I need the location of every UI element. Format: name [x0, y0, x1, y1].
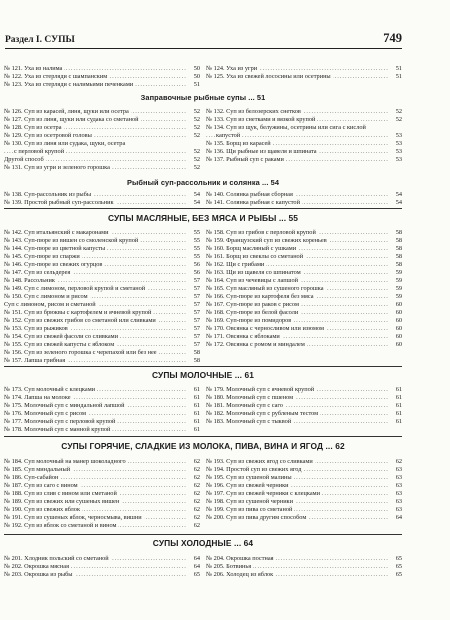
toc-entry-title: № 133. Суп из снетками и вязкой крупой: [206, 116, 316, 123]
toc-entry: [4, 514, 200, 522]
toc-entry: [4, 261, 200, 269]
toc-entry-title: Другой способ: [4, 156, 44, 163]
toc-entry-title: № 183. Молочный суп с тыквой: [206, 418, 292, 425]
toc-entry-title: № 137. Рыбный суп с раками: [206, 156, 284, 163]
toc-entry-title: № 201. Хлодник польский со сметаной: [4, 555, 109, 562]
section-divider: [4, 534, 402, 535]
toc-entry: [4, 65, 200, 73]
toc-entry-page: 64: [193, 555, 200, 562]
toc-entry-page: 55: [193, 237, 200, 244]
toc-entry-page: 63: [395, 466, 402, 473]
toc-entry-title: № 204. Окрошка постная: [206, 555, 274, 562]
toc-entry: [206, 148, 402, 156]
toc-entry: [4, 253, 200, 261]
toc-entry-title: № 124. Уха из угри: [206, 65, 258, 72]
toc-entry-title: № 166. Суп-пюре из картофеля без мяса: [206, 293, 314, 300]
toc-entry: [206, 458, 402, 466]
toc-entry: [206, 116, 402, 124]
toc-entry-page: 51: [395, 65, 402, 72]
toc-entry: [4, 426, 200, 434]
toc-entry-title: № 188. Суп из слив с вином или сметаной: [4, 490, 117, 497]
toc-entry: [206, 301, 402, 309]
section-heading: СУПЫ МАСЛЯНЫЕ, БЕЗ МЯСА И РЫБЫ ... 55: [107, 213, 299, 223]
toc-entry-title: № 167. Суп-пюре из раков с рисом: [206, 301, 299, 308]
toc-entry-page: 51: [193, 81, 200, 88]
toc-column-right: [206, 65, 402, 81]
toc-entry-page: 60: [395, 325, 402, 332]
toc-entry-title: № 197. Суп из свежей черники с клецками: [206, 490, 320, 497]
toc-entry-page: 61: [395, 394, 402, 401]
toc-entry-page: 61: [193, 410, 200, 417]
toc-entry-title: № 132. Суп из белозерских снетков: [206, 108, 301, 115]
toc-entry-title: № 126. Суп из карасей, линя, щуки или осетра: [4, 108, 129, 115]
toc-entry-title: № 152. Суп из свежих грибов со сметаной или сливками: [4, 317, 156, 324]
toc-entry-title: № 159. Французский суп из свежих кореньев: [206, 237, 327, 244]
toc-entry-title: № 144. Суп-пюре из цветной капусты: [4, 245, 106, 252]
toc-entry-page: 61: [193, 426, 200, 433]
toc-entry: [4, 571, 200, 579]
toc-entry-title: № 173. Суп молочный с клецками: [4, 386, 96, 393]
section-divider: [4, 436, 402, 437]
toc-entry: [206, 253, 402, 261]
toc-entry: [206, 555, 402, 563]
toc-entry: [206, 293, 402, 301]
toc-column-right: [206, 229, 402, 349]
toc-entry-title: № 178. Молочный суп с манной крупой: [4, 426, 111, 433]
toc-entry-page: 60: [395, 309, 402, 316]
toc-entry-page: 58: [395, 261, 402, 268]
subsection-title: Рыбный суп-рассольник и солянка ... 54: [126, 178, 280, 187]
toc-entry-title: № 205. Ботвинья: [206, 563, 252, 570]
toc-entry-title: № 143. Суп-пюре из вишен со смоленской крупой: [4, 237, 139, 244]
toc-entry-page: 62: [395, 458, 402, 465]
toc-column-left: [4, 386, 200, 434]
toc-column-left: [4, 458, 200, 530]
toc-entry: [4, 124, 200, 132]
toc-entry-title: № 203. Окрошка из рыбы: [4, 571, 73, 578]
toc-entry-page: 62: [193, 466, 200, 473]
toc-entry: [4, 333, 200, 341]
toc-entry-title: № 121. Уха из налима: [4, 65, 63, 72]
toc-entry-title: № 122. Уха из стерляди с шампанским: [4, 73, 108, 80]
toc-entry: [4, 325, 200, 333]
toc-entry-title: № 148. Рассольник: [4, 277, 55, 284]
toc-entry-page: 57: [193, 293, 200, 300]
toc-entry: [206, 124, 402, 132]
section-heading: СУПЫ ХОЛОДНЫЕ ... 64: [152, 538, 254, 548]
toc-entry-page: 61: [395, 402, 402, 409]
toc-entry-title: № 156. Суп из зеленого горошка с черепахой или без нее: [4, 349, 157, 356]
toc-entry: [4, 555, 200, 563]
toc-entry: [206, 73, 402, 81]
toc-entry: [4, 349, 200, 357]
toc-entry: [206, 402, 402, 410]
toc-entry: [4, 394, 200, 402]
toc-entry-page: 53: [395, 140, 402, 147]
toc-column-left: [4, 229, 200, 365]
toc-entry-title: № 196. Суп из свежей черники: [206, 482, 289, 489]
toc-entry-title: № 135. Борщ из карасей: [206, 140, 271, 147]
toc-entry: [206, 498, 402, 506]
toc-entry-title: Суп с лимоном, рисом и сметаной: [4, 301, 96, 308]
toc-entry-title: № 172. Овсянка с ромом и миндалем: [206, 341, 305, 348]
toc-entry-title: № 187. Суп из саго с вином: [4, 482, 78, 489]
toc-entry-page: 61: [193, 402, 200, 409]
toc-entry-title: № 162. Щи с грибами: [206, 261, 265, 268]
toc-entry: [206, 156, 402, 164]
toc-entry-title: № 176. Молочный суп с рисом: [4, 410, 87, 417]
toc-entry-page: 62: [193, 458, 200, 465]
toc-entry-page: 57: [193, 333, 200, 340]
toc-entry-title: № 129. Суп из осетровой головы: [4, 132, 92, 139]
toc-entry-page: 61: [395, 410, 402, 417]
toc-entry-page: 59: [395, 293, 402, 300]
toc-entry: [206, 333, 402, 341]
toc-entry-title: № 127. Суп из линя, щуки или судака со сметаной: [4, 116, 139, 123]
toc-entry-page: 53: [395, 148, 402, 155]
toc-entry-title: № 130. Суп из линя или судака, щуки, осетра: [4, 140, 126, 147]
toc-entry: [206, 563, 402, 571]
toc-entry-page: 52: [395, 108, 402, 115]
toc-entry-title: № 181. Молочный суп с саго: [206, 402, 283, 409]
toc-entry-page: 61: [193, 386, 200, 393]
toc-entry-title: № 185. Суп миндальный: [4, 466, 71, 473]
toc-entry: [4, 410, 200, 418]
toc-entry: [206, 474, 402, 482]
toc-entry-page: 60: [395, 341, 402, 348]
toc-entry-page: 53: [395, 156, 402, 163]
toc-entry: [4, 482, 200, 490]
toc-entry-page: 61: [193, 418, 200, 425]
toc-column-right: [206, 555, 402, 579]
toc-entry-title: № 175. Молочный суп с миндальной лапшой: [4, 402, 125, 409]
toc-entry: [206, 394, 402, 402]
toc-entry-page: 55: [193, 245, 200, 252]
toc-entry: [4, 81, 200, 89]
section-heading: СУПЫ МОЛОЧНЫЕ ... 61: [151, 370, 255, 380]
toc-entry-page: 64: [395, 514, 402, 521]
toc-entry: [206, 490, 402, 498]
toc-entry: [206, 386, 402, 394]
toc-entry-page: 58: [395, 237, 402, 244]
toc-entry-title: № 151. Суп из брюквы с картофелем и ячневой крупой: [4, 309, 152, 316]
toc-entry: [206, 229, 402, 237]
toc-entry-title: № 123. Уха из стерляди с налимьими печенками: [4, 81, 134, 88]
section-divider: [4, 208, 402, 209]
toc-entry: [4, 73, 200, 81]
toc-entry: [4, 229, 200, 237]
toc-entry: [206, 199, 402, 207]
toc-entry-page: 54: [193, 199, 200, 206]
toc-entry: [206, 191, 402, 199]
toc-entry: [4, 498, 200, 506]
toc-entry: [4, 386, 200, 394]
toc-entry: [206, 245, 402, 253]
toc-entry-page: 59: [395, 285, 402, 292]
toc-entry-page: 62: [193, 522, 200, 529]
toc-column-right: [206, 108, 402, 164]
toc-entry: [4, 191, 200, 199]
toc-entry-page: 63: [395, 482, 402, 489]
toc-entry: [4, 199, 200, 207]
toc-entry-title: № 174. Лапша на молоке: [4, 394, 71, 401]
toc-entry: [4, 474, 200, 482]
toc-entry-title: № 177. Молочный суп с перловой крупой: [4, 418, 116, 425]
toc-entry-page: 52: [395, 116, 402, 123]
toc-entry-page: 54: [193, 191, 200, 198]
toc-entry: [4, 357, 200, 365]
toc-entry: [4, 418, 200, 426]
toc-entry-page: 65: [193, 571, 200, 578]
toc-column-left: [4, 191, 200, 207]
toc-entry-title: № 136. Щи рыбные из щавеля и шпината: [206, 148, 317, 155]
toc-entry-page: 60: [395, 333, 402, 340]
toc-entry-page: 52: [193, 116, 200, 123]
toc-entry-page: 55: [193, 253, 200, 260]
toc-entry-title: № 146. Суп-пюре из свежих огурцов: [4, 261, 103, 268]
toc-entry-page: 54: [395, 199, 402, 206]
toc-entry: [206, 466, 402, 474]
toc-entry: [206, 482, 402, 490]
toc-entry-page: 50: [193, 65, 200, 72]
toc-entry: [206, 514, 402, 522]
toc-entry-page: 62: [193, 506, 200, 513]
toc-entry: [4, 132, 200, 140]
toc-entry-page: 61: [395, 386, 402, 393]
toc-entry-title: № 206. Холодец из яблок: [206, 571, 274, 578]
toc-entry-page: 58: [395, 245, 402, 252]
toc-entry-page: 58: [193, 349, 200, 356]
toc-entry-title: № 184. Суп молочный на манер шоколадного: [4, 458, 126, 465]
toc-entry-page: 52: [193, 148, 200, 155]
toc-entry: [4, 402, 200, 410]
toc-entry: [4, 466, 200, 474]
toc-entry-page: 64: [193, 563, 200, 570]
toc-entry-page: 52: [193, 156, 200, 163]
toc-entry: [4, 506, 200, 514]
toc-entry-page: 58: [193, 357, 200, 364]
toc-entry: [206, 108, 402, 116]
toc-entry-title: № 202. Окрошка мясная: [4, 563, 69, 570]
toc-entry: [206, 418, 402, 426]
toc-entry-title: № 153. Суп из рыжиков: [4, 325, 68, 332]
toc-entry-title: № 199. Суп из пива со сметаной: [206, 506, 293, 513]
toc-entry-title: № 168. Суп-пюре из белой фасоли: [206, 309, 299, 316]
toc-column-left: [4, 555, 200, 579]
toc-entry-page: 63: [395, 498, 402, 505]
toc-entry: [206, 132, 402, 140]
toc-entry-title: № 134. Суп из щук, белужины, осетрины или сига с кислой: [206, 124, 366, 131]
toc-entry: [206, 325, 402, 333]
toc-entry-page: 57: [193, 317, 200, 324]
toc-entry-title: № 155. Суп из свежей капусты с яблоком: [4, 341, 115, 348]
toc-column-left: [4, 65, 200, 89]
toc-entry-title: № 182. Молочный суп с рубленым тестом: [206, 410, 319, 417]
toc-entry-page: 54: [395, 191, 402, 198]
toc-entry: [4, 317, 200, 325]
toc-column-left: [4, 108, 200, 172]
toc-entry-page: 57: [193, 325, 200, 332]
toc-entry-title: № 138. Суп-рассольник из рыбы: [4, 191, 92, 198]
toc-entry-page: 60: [395, 301, 402, 308]
toc-entry: [206, 237, 402, 245]
page-number: 749: [383, 31, 402, 45]
toc-entry-title: № 150. Суп с лимоном и рисом: [4, 293, 88, 300]
toc-entry: [4, 140, 200, 148]
toc-entry-title: № 186. Суп-сабайон: [4, 474, 59, 481]
toc-entry-title: № 141. Солянка рыбная с капустой: [206, 199, 300, 206]
toc-entry: [4, 245, 200, 253]
toc-entry: [4, 108, 200, 116]
toc-entry-title: № 165. Суп масляный из сушеного горошка: [206, 285, 324, 292]
toc-column-right: [206, 386, 402, 426]
toc-column-right: [206, 458, 402, 522]
toc-entry: [4, 156, 200, 164]
toc-entry-page: 62: [193, 474, 200, 481]
subsection-title: Заправочные рыбные супы ... 51: [140, 93, 266, 102]
toc-entry-title: № 200. Суп из пива другим способом: [206, 514, 307, 521]
section-title: Раздел I. СУПЫ: [5, 35, 75, 45]
toc-entry-title: № 191. Суп из сушеных яблок, черносмыва, вишни: [4, 514, 142, 521]
toc-entry-page: 56: [193, 269, 200, 276]
toc-entry-page: 52: [193, 164, 200, 171]
toc-entry: [206, 277, 402, 285]
toc-entry-title: капустой: [216, 132, 241, 139]
toc-entry-title: № 164. Суп из чечевицы с лапшой: [206, 277, 298, 284]
toc-entry: [206, 309, 402, 317]
toc-entry: [4, 563, 200, 571]
toc-entry-title: № 192. Суп из яблок со сметаной и вином: [4, 522, 117, 529]
toc-entry-title: № 169. Суп-пюре из помидоров: [206, 317, 292, 324]
toc-entry: [4, 458, 200, 466]
toc-entry-page: 63: [395, 490, 402, 497]
toc-entry-page: 63: [395, 474, 402, 481]
toc-entry-page: 61: [395, 418, 402, 425]
toc-entry: [206, 341, 402, 349]
toc-entry-page: 57: [193, 301, 200, 308]
toc-entry-page: 62: [193, 482, 200, 489]
toc-entry-page: 62: [193, 498, 200, 505]
toc-entry-title: № 131. Суп из угри и зеленого горошка: [4, 164, 110, 171]
toc-entry-page: 53: [395, 132, 402, 139]
toc-entry-page: 57: [193, 309, 200, 316]
toc-entry: [206, 317, 402, 325]
toc-entry: [4, 164, 200, 172]
toc-entry-page: 55: [193, 229, 200, 236]
toc-entry-title: № 195. Суп из сушеной малины: [206, 474, 292, 481]
toc-entry-title: № 170. Овсянка с черносливом или изюмом: [206, 325, 324, 332]
toc-entry-title: № 161. Борщ из свеклы со сметаной: [206, 253, 304, 260]
toc-entry: [206, 410, 402, 418]
toc-entry-title: № 139. Простой рыбный суп-рассольник: [4, 199, 114, 206]
toc-entry-page: 65: [395, 571, 402, 578]
toc-entry-title: № 163. Щи из щавеля со шпинатом: [206, 269, 301, 276]
toc-entry-title: № 125. Уха из свежей лососины или осетрины: [206, 73, 331, 80]
toc-entry-title: № 140. Солянка рыбная сборная: [206, 191, 293, 198]
toc-entry-page: 59: [395, 277, 402, 284]
toc-entry: [4, 277, 200, 285]
toc-entry: [4, 341, 200, 349]
toc-entry: [4, 148, 200, 156]
toc-entry-title: № 179. Молочный суп с ячневой крупой: [206, 386, 315, 393]
toc-entry-page: 62: [193, 514, 200, 521]
toc-entry-page: 58: [395, 253, 402, 260]
toc-entry-title: № 157. Лапша грибная: [4, 357, 66, 364]
running-header: [5, 31, 402, 49]
toc-entry-title: № 180. Молочный суп с пшеном: [206, 394, 294, 401]
toc-entry-page: 59: [395, 269, 402, 276]
toc-entry: [4, 301, 200, 309]
toc-entry: [4, 309, 200, 317]
toc-entry-page: 52: [193, 108, 200, 115]
toc-entry-title: № 160. Борщ масляный с ушками: [206, 245, 297, 252]
toc-entry-title: № 189. Суп из свежих или сушеных вишен: [4, 498, 120, 505]
section-divider: [4, 366, 402, 367]
toc-entry-title: № 128. Суп из осетра: [4, 124, 62, 131]
toc-entry: [4, 285, 200, 293]
toc-entry-title: № 158. Суп из грибов с перловой крупой: [206, 229, 316, 236]
toc-entry-page: 52: [193, 132, 200, 139]
toc-entry: [206, 506, 402, 514]
toc-entry-page: 57: [193, 341, 200, 348]
toc-entry-title: № 193. Суп из свежих ягод со сливками: [206, 458, 313, 465]
section-heading: СУПЫ ГОРЯЧИЕ, СЛАДКИЕ ИЗ МОЛОКА, ПИВА, ВИНА И ЯГОД ... 62: [61, 441, 345, 451]
toc-entry-page: 63: [395, 506, 402, 513]
toc-entry-title: № 147. Суп из сельдерея: [4, 269, 71, 276]
toc-entry: [206, 285, 402, 293]
toc-entry-page: 58: [395, 229, 402, 236]
toc-entry-title: с перловой крупой: [14, 148, 65, 155]
toc-entry: [4, 116, 200, 124]
toc-entry: [4, 490, 200, 498]
toc-entry-title: № 149. Суп с лимоном, перловой крупой и сметаной: [4, 285, 146, 292]
toc-entry: [4, 293, 200, 301]
toc-entry-page: 57: [193, 277, 200, 284]
toc-entry-page: 52: [193, 124, 200, 131]
toc-entry: [206, 269, 402, 277]
toc-entry: [206, 65, 402, 73]
toc-entry-title: № 171. Овсянка с яблоками: [206, 333, 280, 340]
toc-entry: [206, 571, 402, 579]
toc-entry-page: 62: [193, 490, 200, 497]
toc-entry-title: № 190. Суп из свежих яблок: [4, 506, 81, 513]
toc-entry-title: № 142. Суп итальянский с макаронами: [4, 229, 109, 236]
toc-entry-title: № 194. Простой суп из свежих ягод: [206, 466, 302, 473]
toc-entry: [4, 269, 200, 277]
toc-entry-title: № 154. Суп из свежей фасоли со сливками: [4, 333, 119, 340]
toc-entry-page: 60: [395, 317, 402, 324]
toc-entry-page: 51: [395, 73, 402, 80]
toc-entry-page: 65: [395, 563, 402, 570]
toc-entry-title: № 145. Суп-пюре из спаржи: [4, 253, 80, 260]
toc-entry-page: 61: [193, 394, 200, 401]
toc-column-right: [206, 191, 402, 207]
toc-entry-page: 57: [193, 285, 200, 292]
toc-entry: [206, 261, 402, 269]
toc-entry: [4, 237, 200, 245]
toc-entry-page: 65: [395, 555, 402, 562]
toc-entry-page: 56: [193, 261, 200, 268]
toc-entry-title: № 198. Суп из сушеной черники: [206, 498, 293, 505]
toc-entry-page: 50: [193, 73, 200, 80]
toc-entry: [4, 522, 200, 530]
toc-entry: [206, 140, 402, 148]
